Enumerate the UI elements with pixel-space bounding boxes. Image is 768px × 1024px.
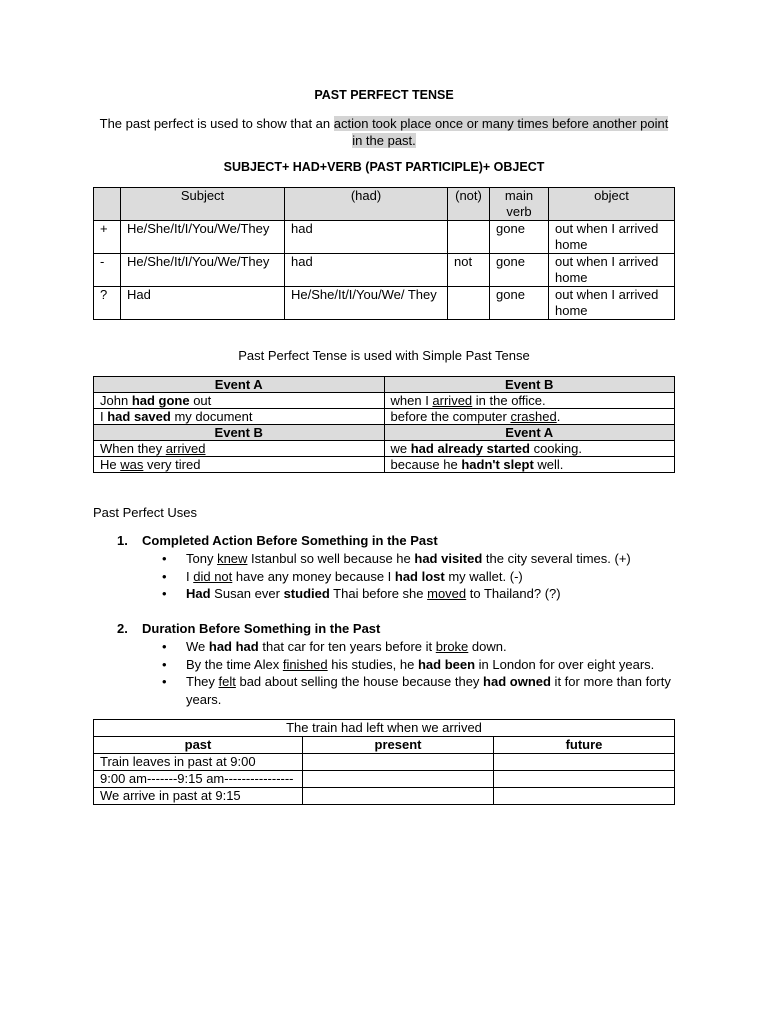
intro-paragraph bbox=[93, 115, 675, 149]
bullet-icon: • bbox=[162, 639, 167, 654]
list-item bbox=[162, 550, 682, 568]
header-cell: future bbox=[494, 737, 675, 754]
table-cell: 9:00 am-------9:15 am---------------- bbox=[94, 771, 303, 788]
bullet-list bbox=[162, 638, 682, 708]
bullet-icon: • bbox=[162, 674, 167, 689]
underlined-text: arrived bbox=[432, 393, 473, 408]
text: my document bbox=[170, 409, 253, 424]
table-row bbox=[94, 221, 675, 254]
events-table bbox=[93, 376, 675, 473]
text: bad about selling the house because they bbox=[235, 674, 484, 689]
section-title: Completed Action Before Something in the Past bbox=[142, 533, 438, 548]
table-cell bbox=[94, 393, 385, 409]
text: the city several times. (+) bbox=[482, 551, 631, 566]
text: his studies, he bbox=[327, 656, 418, 672]
table-cell bbox=[494, 771, 675, 788]
intro-highlight: action took place once or many times before another point in the past. bbox=[333, 116, 669, 148]
table-cell: - bbox=[94, 254, 121, 287]
table-header-row bbox=[94, 737, 675, 754]
table-header-row bbox=[94, 425, 675, 441]
underlined-text: was bbox=[120, 457, 144, 472]
text: John bbox=[100, 393, 132, 408]
header-cell: Event A bbox=[94, 377, 385, 393]
table-cell bbox=[448, 221, 490, 254]
list-item bbox=[162, 673, 682, 708]
bold-text: had visited bbox=[414, 551, 483, 566]
text: . bbox=[556, 409, 561, 424]
header-cell bbox=[94, 188, 121, 221]
header-cell: Event A bbox=[384, 425, 675, 441]
table-cell: ? bbox=[94, 287, 121, 320]
table-header-row bbox=[94, 188, 675, 221]
underlined-text: knew bbox=[217, 551, 248, 566]
table-row bbox=[94, 441, 675, 457]
list-item bbox=[162, 568, 682, 586]
section-title: Duration Before Something in the Past bbox=[142, 621, 381, 636]
table-cell: Had bbox=[121, 287, 285, 320]
subtitle: Past Perfect Tense is used with Simple Past Tense bbox=[238, 348, 530, 363]
bold-text: studied bbox=[283, 586, 330, 601]
text: my wallet. (-) bbox=[444, 568, 523, 584]
header-cell: Subject bbox=[121, 188, 285, 221]
header-cell: (not) bbox=[448, 188, 490, 221]
table-row bbox=[94, 254, 675, 287]
section-number: 2. bbox=[117, 621, 128, 636]
table-cell: He/She/It/I/You/We/ They bbox=[285, 287, 448, 320]
section-number: 1. bbox=[117, 533, 128, 548]
bold-text: hadn't slept bbox=[461, 457, 534, 472]
text: out bbox=[189, 393, 212, 408]
table-row bbox=[94, 754, 675, 771]
underlined-text: broke bbox=[435, 639, 469, 654]
list-item bbox=[162, 585, 682, 603]
text: to Thailand? (?) bbox=[466, 586, 561, 601]
table-cell: He/She/It/I/You/We/They bbox=[121, 221, 285, 254]
underlined-text: moved bbox=[427, 586, 467, 601]
uses-heading: Past Perfect Uses bbox=[93, 505, 198, 520]
text: down. bbox=[468, 639, 507, 654]
header-cell: past bbox=[94, 737, 303, 754]
table-cell: not bbox=[448, 254, 490, 287]
text: I bbox=[100, 409, 108, 424]
table-row bbox=[94, 287, 675, 320]
text: When they bbox=[100, 441, 166, 456]
text: in London for over eight years. bbox=[475, 656, 655, 672]
table-cell: He/She/It/I/You/We/They bbox=[121, 254, 285, 287]
text: when I bbox=[390, 393, 433, 408]
section-heading bbox=[117, 533, 438, 548]
bullet-list bbox=[162, 550, 682, 603]
underlined-text: crashed bbox=[510, 409, 557, 424]
table-caption-row bbox=[94, 720, 675, 737]
header-cell: object bbox=[549, 188, 675, 221]
timeline-table bbox=[93, 719, 675, 805]
header-cell: main verb bbox=[490, 188, 549, 221]
table-row bbox=[94, 393, 675, 409]
text: in the office. bbox=[472, 393, 546, 408]
table-cell: We arrive in past at 9:15 bbox=[94, 788, 303, 805]
list-item bbox=[162, 638, 682, 656]
table-cell bbox=[384, 393, 675, 409]
underlined-text: arrived bbox=[165, 441, 206, 456]
text: have any money because I bbox=[232, 568, 395, 584]
text: well. bbox=[533, 457, 564, 472]
table-cell bbox=[303, 771, 494, 788]
text: Thai before she bbox=[329, 586, 428, 601]
text: Istanbul so well because he bbox=[247, 551, 415, 566]
table-row bbox=[94, 409, 675, 425]
bold-text: had been bbox=[417, 656, 476, 672]
text: Susan ever bbox=[210, 586, 284, 601]
underlined-text: felt bbox=[218, 674, 236, 689]
bullet-icon: • bbox=[162, 586, 167, 601]
header-cell: present bbox=[303, 737, 494, 754]
underlined-text: finished bbox=[282, 656, 328, 672]
table-cell: out when I arrived home bbox=[549, 254, 675, 287]
bold-text: had had bbox=[208, 639, 259, 654]
list-item bbox=[162, 656, 682, 674]
text: Tony bbox=[186, 551, 218, 566]
bold-text: Had bbox=[186, 586, 211, 601]
table-cell bbox=[94, 441, 385, 457]
text: before the computer bbox=[390, 409, 511, 424]
table-cell: had bbox=[285, 221, 448, 254]
table-cell: out when I arrived home bbox=[549, 221, 675, 254]
table-caption: The train had left when we arrived bbox=[94, 720, 675, 737]
bold-text: had gone bbox=[131, 393, 190, 408]
text: I bbox=[186, 568, 194, 584]
table-cell bbox=[94, 409, 385, 425]
table-cell: gone bbox=[490, 254, 549, 287]
formula-heading: SUBJECT+ HAD+VERB (PAST PARTICIPLE)+ OBJECT bbox=[223, 160, 545, 174]
table-cell: Train leaves in past at 9:00 bbox=[94, 754, 303, 771]
bold-text: had owned bbox=[483, 674, 551, 689]
text: because he bbox=[390, 457, 462, 472]
table-cell: + bbox=[94, 221, 121, 254]
text: We bbox=[186, 639, 209, 654]
table-cell bbox=[384, 409, 675, 425]
intro-text: The past perfect is used to show that an bbox=[99, 116, 334, 131]
text: They bbox=[186, 674, 219, 689]
structure-table bbox=[93, 187, 675, 320]
table-cell: gone bbox=[490, 221, 549, 254]
bold-text: had already started bbox=[410, 441, 530, 456]
text: we bbox=[390, 441, 411, 456]
table-row bbox=[94, 457, 675, 473]
bold-text: had lost bbox=[394, 568, 445, 584]
bullet-icon: • bbox=[162, 551, 167, 566]
text: cooking. bbox=[529, 441, 582, 456]
text: very tired bbox=[143, 457, 201, 472]
text: By the time Alex bbox=[186, 656, 283, 672]
table-row bbox=[94, 788, 675, 805]
text: it for more than forty years. bbox=[186, 674, 671, 707]
table-cell: had bbox=[285, 254, 448, 287]
table-cell bbox=[303, 788, 494, 805]
section-heading bbox=[117, 621, 380, 636]
table-cell bbox=[384, 457, 675, 473]
text: that car for ten years before it bbox=[258, 639, 436, 654]
table-cell bbox=[384, 441, 675, 457]
table-cell bbox=[494, 754, 675, 771]
header-cell: Event B bbox=[94, 425, 385, 441]
header-cell: Event B bbox=[384, 377, 675, 393]
page-title: PAST PERFECT TENSE bbox=[314, 88, 454, 102]
table-cell bbox=[94, 457, 385, 473]
text: He bbox=[100, 457, 121, 472]
bold-text: had saved bbox=[107, 409, 171, 424]
underlined-text: did not bbox=[193, 568, 233, 584]
table-cell: out when I arrived home bbox=[549, 287, 675, 320]
table-cell bbox=[303, 754, 494, 771]
bullet-icon: • bbox=[162, 568, 167, 584]
table-header-row bbox=[94, 377, 675, 393]
table-row bbox=[94, 771, 675, 788]
table-cell: gone bbox=[490, 287, 549, 320]
table-cell bbox=[494, 788, 675, 805]
header-cell: (had) bbox=[285, 188, 448, 221]
table-cell bbox=[448, 287, 490, 320]
bullet-icon: • bbox=[162, 656, 167, 672]
